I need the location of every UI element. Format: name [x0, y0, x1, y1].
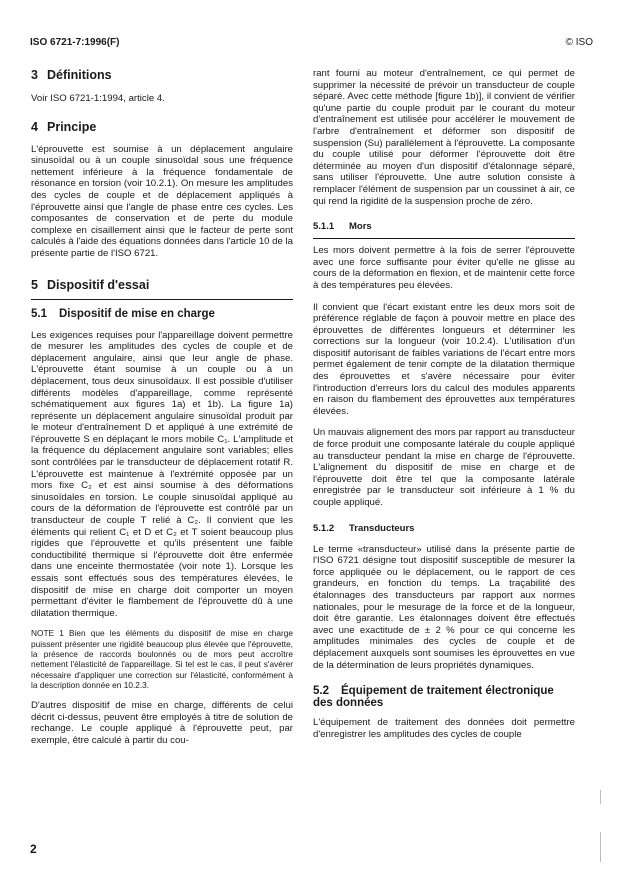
section-5-1-text: Les exigences requises pour l'appareillage doivent permettre de mesurer les amplitudes des cycles de couple et de déplacement angulaire, ainsi que leur angle de phase. L'éprouvette étant soumise à un couple ou à un déplacement, tous deux sinusoïdaux. Il est possible d'utiliser différents modèles d'appareillage, comme représenté schématiquement aux figures 1a) et 1b). La figure 1a) représente un déplacement angulaire sinusoïdal produit par le moteur d'entraînement D et appliqué à une extrémité de l'éprouvette S en déplaçant le mors mobile C₁. L'amplitude et la fréquence du déplacement angulaire sont variables; elles sont contrôlées par le transducteur de déplacement rotatif R. L'éprouvette est maintenue à l'extrémité opposée par un mors fixe C₂ et est ainsi soumise à des déformations sinusoïdales en torsion. Le couple sinusoïdal appliqué au cours de la déformation de l'éprouvette est contrôlé par un transducteur de couple T relié à C₂. Il convient que les éléments qui relient C₁ et D et C₂ et T soient beaucoup plus rigides que l'éprouvette et qu'ils présentent une faible conductibilité thermique si l'éprouvette doit être enfermée dans une enceinte thermostatée (voir note 1). Lorsque les essais sont effectués sous des températures élevées, le dispositif de mise en charge doit comporter un moyen permettant d'éviter le flambement de l'éprouvette dû à une dilatation thermique.: [31, 329, 293, 619]
section-5-1-2-text: Le terme «transducteur» utilisé dans la présente partie de l'ISO 6721 désigne tout dispositif susceptible de mesurer la force appliquée ou le déplacement, ou le rapport de ces grandeurs, en fonction du temps. La traçabilité des étalonnages des transducteurs par rapport aux normes nationales, pour le mesurage de la force et de la longueur, doit être garantie. Les étalonnages doivent être effectués avec une exactitude de ± 2 % pour ce qui concerne les amplitudes minimales des cycles de couple et de déplacement auxquels sont soumises les éprouvettes en vue de la détermination de leurs propriétés dynamiques.: [313, 543, 575, 671]
section-5-1-1-heading: [313, 221, 575, 232]
page-number: 2: [30, 842, 37, 856]
section-5-1-2-number: 5.1.2: [313, 522, 335, 534]
section-5-2-number: 5.2: [313, 685, 329, 698]
margin-mark: [600, 790, 601, 804]
section-4-text: L'éprouvette est soumise à un déplacement angulaire sinusoïdal ou à un couple sinusoïdal sous une fréquence nettement inférieure à la fréquence fondamentale de résonance en torsion (voir 10.2.1). On mesure les amplitudes des cycles de couple et de déplacement appliqués à l'éprouvette ainsi que l'angle de phase entre ces cycles. Les composantes de conservation et de perte du module complexe en cisaillement ainsi que le facteur de perte sont calculés à l'aide des équations données dans l'article 10 de la présente partie de l'ISO 6721.: [31, 143, 293, 259]
section-5-heading: [31, 278, 293, 292]
section-5-1-number: 5.1: [31, 307, 47, 320]
section-5-2-title: Équipement de traitement électronique des données: [313, 685, 554, 710]
section-5-1-1-number: 5.1.1: [313, 221, 335, 233]
standard-reference: ISO 6721-7:1996(F): [30, 37, 120, 48]
copyright-mark: © ISO: [565, 37, 593, 48]
section-5-2-heading: [313, 685, 575, 709]
section-4-title: Principe: [47, 119, 97, 134]
continued-text: rant fourni au moteur d'entraînement, ce qui permet de supprimer la nécessité de prévoir un transducteur de couple séparé. Avec cette méthode [figure 1b)], il convient de vérifier qu'une partie du couple produit par le courant du moteur d'entraînement est utilisée pour accélérer le mouvement de l'arbre d'entraînement et déformer son dispositif de suspension (Su) parallèlement à l'éprouvette. La composante du couple utilisé pour déformer l'éprouvette doit être déterminée au moyen d'un dispositif d'étalonnage séparé, sans utiliser l'éprouvette. Une autre solution consiste à remplacer l'élément de suspension par un coussinet à air, ce qui rend la rigidité de la suspension proche de zéro.: [313, 68, 575, 207]
section-5-1-2-title: Transducteurs: [349, 522, 415, 534]
section-5-title: Dispositif d'essai: [47, 277, 150, 292]
section-5-2-text: L'équipement de traitement des données doit permettre d'enregistrer les amplitudes des cycles de couple: [313, 717, 575, 740]
section-5-1-1-text-3: Un mauvais alignement des mors par rapport au transducteur de force produit une composante latérale du couple appliqué au transducteur pendant la mise en charge de l'éprouvette. L'alignement du dispositif de mise en charge et de l'éprouvette doit être tel que la composante latérale enregistrée par le transducteur soit inférieure à 1 % du couple appliqué.: [313, 427, 575, 508]
section-4-number: 4: [31, 119, 38, 134]
section-3-text: Voir ISO 6721-1:1994, article 4.: [31, 93, 165, 104]
section-5-number: 5: [31, 277, 38, 292]
section-5-1-1-text-2: Il convient que l'écart existant entre les deux mors soit de préférence réglable de façon à pouvoir mettre en place des éprouvettes de différentes longueurs et déterminer les corrections sur la longueur (voir 10.2.4). L'utilisation d'un dispositif autorisant de faibles variations de l'écart entre mors permet également de tenir compte de la dilatation thermique des éprouvettes et s'avère nécessaire pour éviter l'introduction d'erreurs lors du calcul des modules apparents en raison du flambement des éprouvettes aux températures élevées.: [313, 301, 575, 417]
section-5-1-heading: [31, 308, 293, 320]
margin-mark: [600, 832, 601, 862]
right-column: [313, 68, 575, 740]
section-5-1-1-title: Mors: [349, 221, 372, 233]
section-5-1-1-text: Les mors doivent permettre à la fois de serrer l'éprouvette avec une force suffisante pour éviter qu'elle ne glisse au cours de la déformation en flexion, et de maintenir cette force à des températures peu élevées.: [313, 245, 575, 291]
section-5-rule: [31, 299, 293, 300]
section-3-title: Définitions: [47, 68, 112, 82]
section-5-1-1-rule: [313, 238, 575, 239]
section-5-1-2-heading: [313, 523, 575, 534]
section-5-1-title: Dispositif de mise en charge: [59, 307, 215, 320]
left-column: [31, 68, 293, 747]
note-1: NOTE 1 Bien que les éléments du dispositif de mise en charge puissent présenter une rigidité beaucoup plus élevée que l'éprouvette, la présence de raccords boulonnés ou de mors peut accroître nettement l'élasticité de l'appareillage. Si tel est le cas, il peut s'avérer nécessaire d'appliquer une correction sur l'élasticité, conformément à la description donnée en 10.2.3.: [31, 628, 293, 690]
section-4-heading: [31, 120, 293, 134]
section-5-1-text-2: D'autres dispositif de mise en charge, différents de celui décrit ci-dessus, peuvent être employés à titre de solution de rechange. Le couple appliqué à l'éprouvette peut, par exemple, être calculé à partir du cou-: [31, 700, 293, 746]
section-3-heading: [31, 68, 293, 82]
section-3-number: 3: [31, 68, 38, 82]
